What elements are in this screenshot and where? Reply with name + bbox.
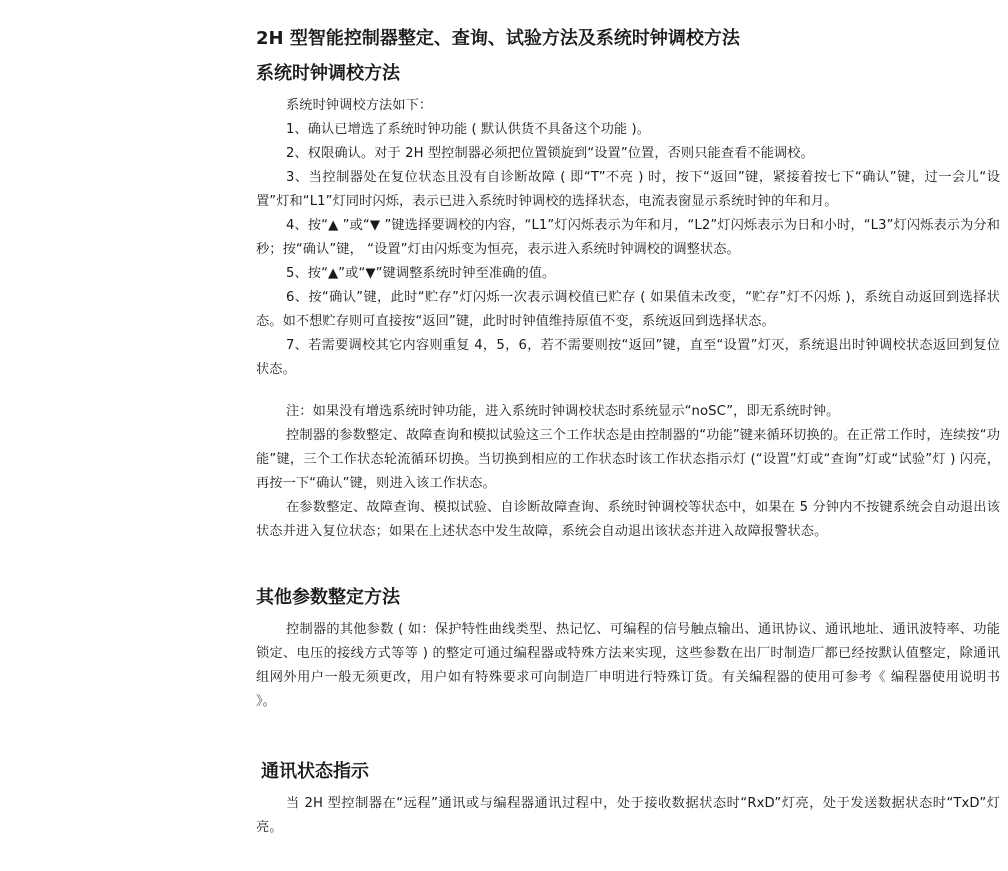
clock-notes <box>256 400 1000 544</box>
clock-intro: 系统时钟调校方法如下： <box>286 98 433 113</box>
document-title: 2H 型智能控制器整定、查询、试验方法及系统时钟调校方法 <box>256 28 740 49</box>
comm-status-text: 当 2H 型控制器在“远程”通讯或与编程器通讯过程中，处于接收数据状态时“RxD”灯亮，处于发送数据状态时“TxD”灯亮。 <box>256 796 1000 835</box>
section-heading-other-parameters: 其他参数整定方法 <box>256 587 400 608</box>
section-heading-communication-status: 通讯状态指示 <box>261 761 369 782</box>
clock-step-1: 1、确认已增选了系统时钟功能 ( 默认供货不具备这个功能 )。 <box>286 122 651 137</box>
section-heading-clock-calibration: 系统时钟调校方法 <box>256 63 400 84</box>
clock-step-3: 3、当控制器处在复位状态且没有自诊断故障 ( 即“T”不亮 ) 时，按下“返回”键，紧接着按七下“确认”键，过一会儿“设置”灯和“L1”灯同时闪烁，表示已进入系统时钟调校的选择状态，电流表窗显示系统时钟的年和月。 <box>256 170 1000 209</box>
clock-step-4: 4、按“▲ ”或“▼ ”键选择要调校的内容，“L1”灯闪烁表示为年和月，“L2”灯闪烁表示为日和小时，“L3”灯闪烁表示为分和秒；按“确认”键， “设置”灯由闪烁变为恒亮，表示进入系统时钟调校的调整状态。 <box>256 218 1000 257</box>
note-no-clock: 注：如果没有增选系统时钟功能，进入系统时钟调校状态时系统显示“noSC”，即无系统时钟。 <box>286 404 840 419</box>
clock-step-7: 7、若需要调校其它内容则重复 4，5，6，若不需要则按“返回”键，直至“设置”灯灭，系统退出时钟调校状态返回到复位状态。 <box>256 338 1000 377</box>
note-auto-exit: 在参数整定、故障查询、模拟试验、自诊断故障查询、系统时钟调校等状态中，如果在 5 分钟内不按键系统会自动退出该状态并进入复位状态；如果在上述状态中发生故障，系统会自动退出该状态并进入故障报警状态。 <box>256 500 1000 539</box>
clock-steps <box>256 94 1000 382</box>
spacer <box>256 382 1000 400</box>
clock-step-6: 6、按“确认”键，此时“贮存”灯闪烁一次表示调校值已贮存 ( 如果值未改变，“贮存”灯不闪烁 )，系统自动返回到选择状态。如不想贮存则可直接按“返回”键，此时时钟值维持原值不变，系统返回到选择状态。 <box>256 290 1000 329</box>
note-function-key: 控制器的参数整定、故障查询和模拟试验这三个工作状态是由控制器的“功能”键来循环切换的。在正常工作时，连续按“功能”键，三个工作状态轮流循环切换。当切换到相应的工作状态时该工作状态指示灯 (“设置”灯或“查询”灯或“试验”灯 ) 闪亮，再按一下“确认”键，则进入该工作状态。 <box>256 428 1000 491</box>
other-params-text: 控制器的其他参数 ( 如：保护特性曲线类型、热记忆、可编程的信号触点输出、通讯协议、通讯地址、通讯波特率、功能锁定、电压的接线方式等等 ) 的整定可通过编程器或特殊方法来实现，这些参数在出厂时制造厂都已经按默认值整定，除通讯组网外用户一般无须更改，用户如有特殊要求可向制造厂申明进行特殊订货。有关编程器的使用可参考《 编程器使用说明书 》。 <box>256 622 1000 709</box>
spacer <box>256 544 1000 584</box>
spacer <box>256 714 1000 758</box>
clock-step-2: 2、权限确认。对于 2H 型控制器必须把位置锁旋到“设置”位置，否则只能查看不能调校。 <box>286 146 814 161</box>
clock-step-5: 5、按“▲”或“▼”键调整系统时钟至准确的值。 <box>286 266 556 281</box>
document-page <box>256 24 1000 840</box>
